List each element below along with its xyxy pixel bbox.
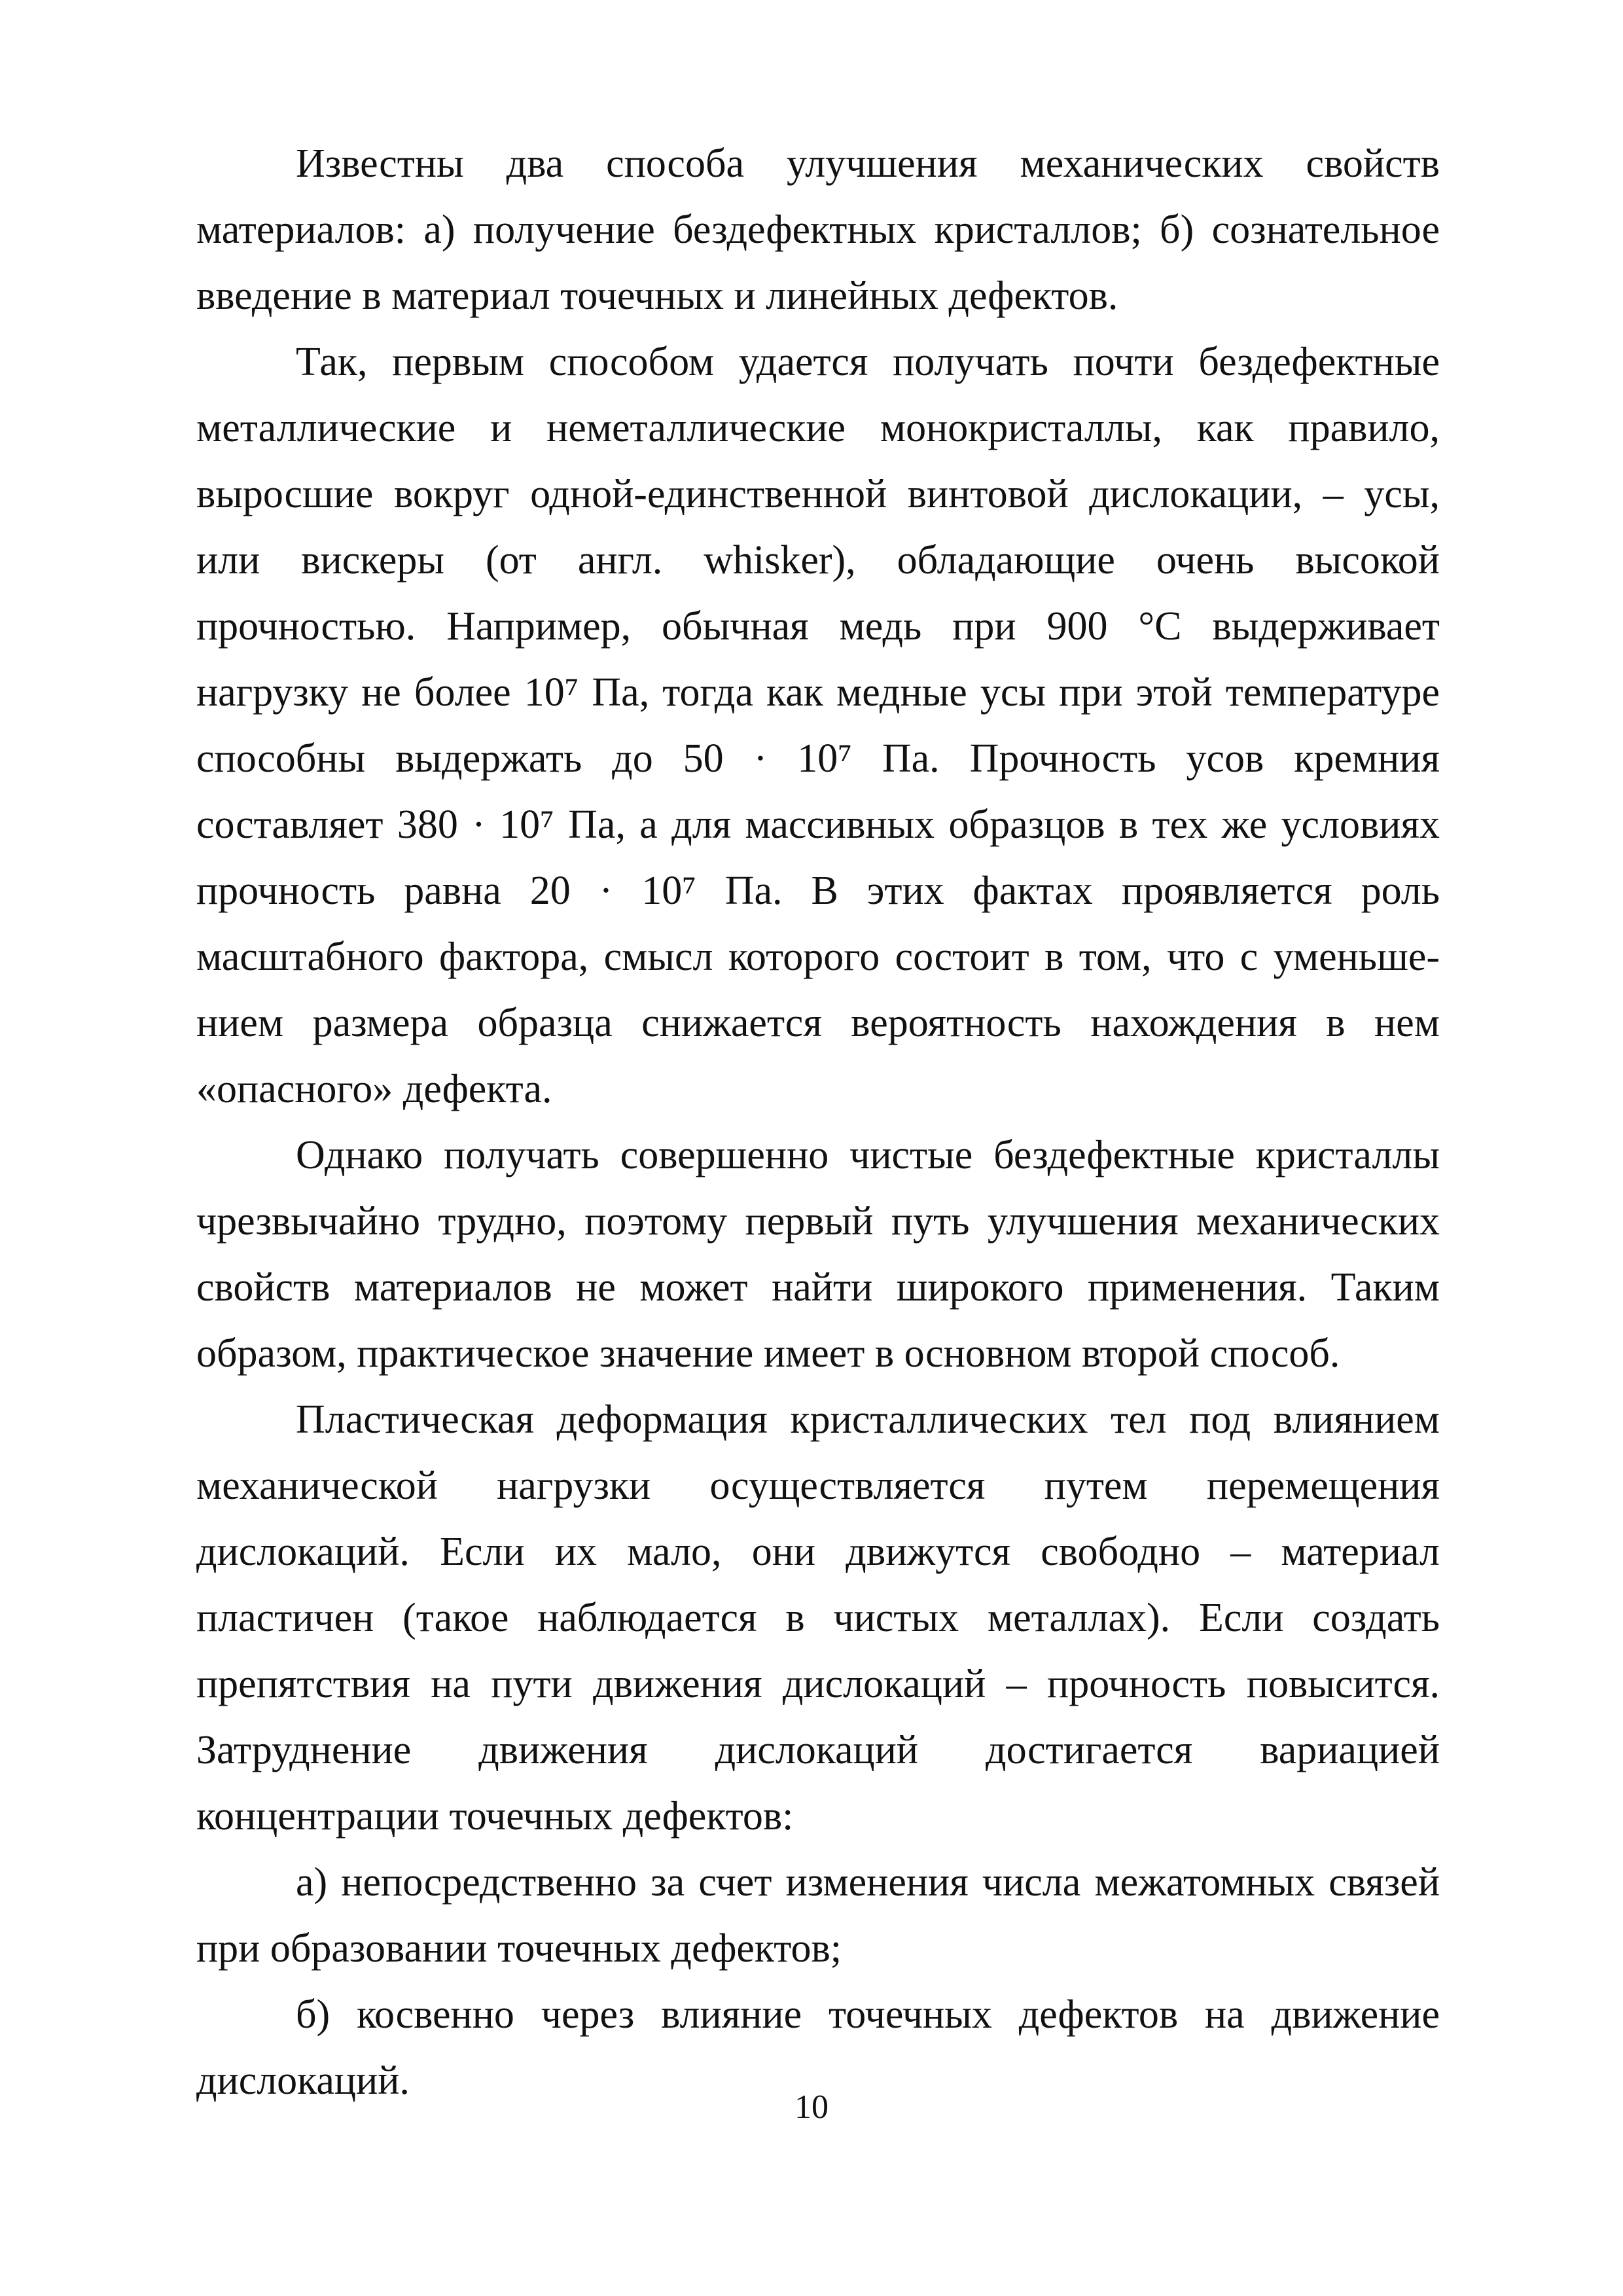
- list-item-a: а) непосредственно за счет изменения числа межатомных связей при образовании точечных дефектов;: [196, 1860, 1440, 1971]
- page-number: 10: [794, 2089, 829, 2126]
- paragraph-whiskers: Так, первым способом удается получать почти бездефектные металлические и неметаллические монокристаллы, как правило, выросшие вокруг одной-единственной винтовой дислокации, – усы, или вискеры (от англ. whisker), обладающие очень высокой прочностью. Например, обычная медь при 900 °С выдерживает нагрузку не более 10⁷ Па, тогда как медные усы при этой температуре способны выдержать до 50 · 10⁷ Па. Прочность усов кремния составляет 380 · 10⁷ Па, а для массивных образцов в тех же условиях прочность равна 20 · 10⁷ Па. В этих фактах проявляется роль масштабного фактора, смысл которого состоит в том, что с уменьшением размера образца снижается вероятность нахождения в нем «опасного» дефекта.: [196, 340, 1440, 1111]
- paragraph-improvement-methods: Известны два способа улучшения механических свойств материалов: а) получение бездефектных кристаллов; б) сознательное введение в материал точечных и линейных дефектов.: [196, 141, 1440, 318]
- list-item-b: б) косвенно через влияние точечных дефектов на движение дислокаций.: [196, 1992, 1440, 2103]
- paragraph-plastic-deformation: Пластическая деформация кристаллических тел под влиянием механической нагрузки осуществляется путем перемещения дислокаций. Если их мало, они движутся свободно – материал пластичен (такое наблюдается в чистых металлах). Если создать препятствия на пути движения дислокаций – прочность повысится. Затруднение движения дислокаций достигается вариацией концентрации точечных дефектов:: [196, 1397, 1440, 1839]
- body-text: [196, 131, 1440, 2114]
- paragraph-defect-free-difficulty: Однако получать совершенно чистые бездефектные кристаллы чрезвычайно трудно, поэтому первый путь улучшения механических свойств материалов не может найти широкого применения. Таким образом, практическое значение имеет в основном второй способ.: [196, 1133, 1440, 1376]
